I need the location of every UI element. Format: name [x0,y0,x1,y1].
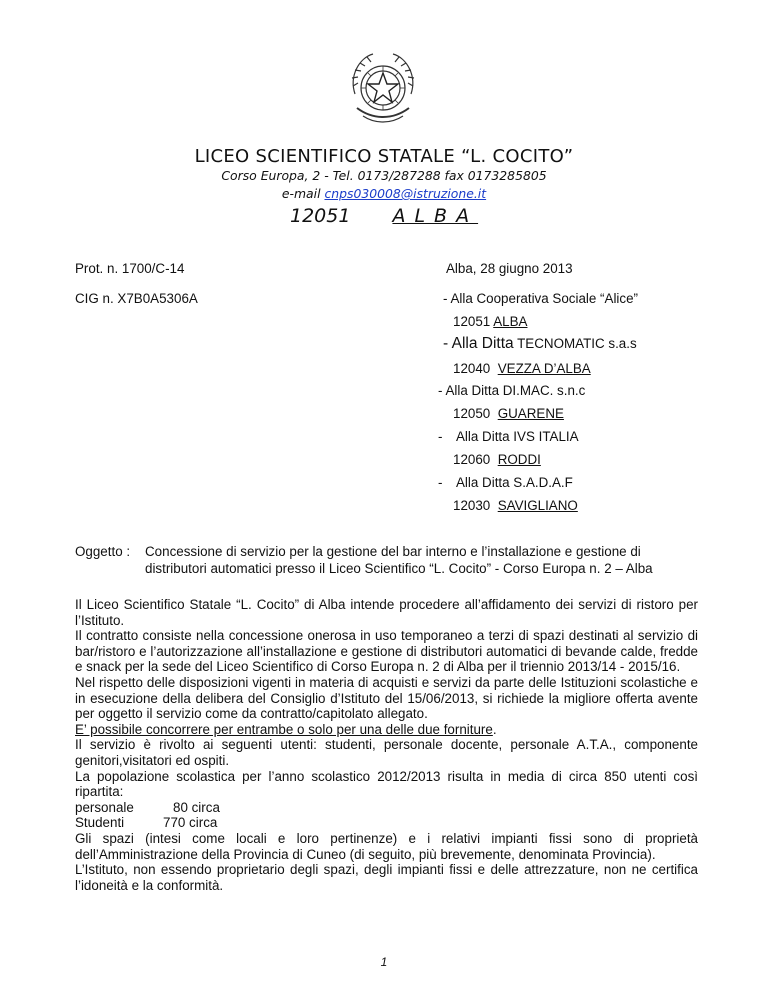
email-link[interactable]: cnps030008@istruzione.it [324,186,487,201]
recipient-address [453,361,591,376]
recipient-cap: 12030 [453,498,491,513]
recipient-name-rest: TECNOMATIC s.a.s [517,336,637,351]
recipient-address [453,406,564,421]
body-paragraph: Il contratto consiste nella concessione onerosa in uso temporaneo a terzi di spazi destinati al servizio di bar/ristoro e l’autorizzazione all’installazione e gestione di distributori automatici di bevande calde, fredde e snack per la sede del Liceo Scientifico di Corso Europa n. 2 di Alba per il triennio 2013/14 - 2015/16. [75,628,698,675]
recipient-address [453,314,527,329]
population-value: 80 circa [173,799,220,815]
population-row [75,800,698,816]
body-paragraph: Il Liceo Scientifico Statale “L. Cocito” di Alba intende procedere all’affidamento dei servizi di ristoro per l’Istituto. [75,597,698,628]
recipient-name: Alla Ditta S.A.D.A.F [456,475,573,490]
population-row [75,815,698,831]
page-number: 1 [380,955,388,969]
letter-date: Alba, 28 giugno 2013 [446,261,573,276]
protocol-number: Prot. n. 1700/C-14 [75,261,185,276]
body-paragraph: Nel rispetto delle disposizioni vigenti in materia di acquisti e servizi da parte delle Istituzioni scolastiche e in esecuzione della delibera del Consiglio d’Istituto del 15/06/2013, si richiede la migliore offerta avente per oggetto il servizio come da contratto/capitolato allegato. [75,674,698,722]
recipient-dash: - [438,475,443,490]
school-email-line [0,186,768,201]
school-cap-city [290,205,478,227]
school-city: ALBA [392,205,479,227]
subject-label: Oggetto : [75,544,131,559]
italian-republic-emblem-icon [343,46,423,131]
school-cap: 12051 [290,205,351,227]
body-paragraph: Gli spazi (intesi come locali e loro pertinenze) e i relativi impianti fissi sono di proprietà dell’Amministrazione della Provincia di Cuneo (di seguito, più brevemente, denominata Provincia). [75,830,698,862]
population-label: Studenti [75,815,125,831]
recipient-city: ALBA [493,314,528,329]
notice-end: . [492,721,497,737]
school-address: Corso Europa, 2 - Tel. 0173/287288 fax 0173285805 [221,168,547,183]
recipient-cap: 12060 [453,452,491,467]
recipient-address [453,498,578,513]
letter-body [75,597,698,893]
recipient-city: SAVIGLIANO [497,498,578,513]
cig-number: CIG n. X7B0A5306A [75,291,198,306]
population-label: personale [75,799,134,815]
recipient-cap: 12050 [453,406,491,421]
body-paragraph: Il servizio è rivolto ai seguenti utenti: studenti, personale docente, personale A.T.A., componente genitori,visitatori ed ospiti. [75,737,698,768]
population-value: 770 circa [163,815,218,831]
recipient-name: - Alla Ditta DI.MAC. s.n.c [438,383,586,398]
email-prefix: e-mail [281,186,321,201]
recipient-address [453,452,541,467]
underlined-notice: E’ possibile concorrere per entrambe o solo per una delle due forniture [75,721,493,737]
recipient-name: Alla Ditta IVS ITALIA [456,429,579,444]
recipient-city: VEZZA D’ALBA [497,361,591,376]
body-paragraph: L’Istituto, non essendo proprietario degli spazi, degli impianti fissi e delle attrezzature, non ne certifica l’idoneità e la conformità. [75,862,698,893]
recipient-cap: 12051 [453,314,491,329]
recipient-city: GUARENE [497,406,564,421]
subject-text: Concessione di servizio per la gestione del bar interno e l’installazione e gestione di distributori automatici presso il Liceo Scientifico “L. Cocito” - Corso Europa n. 2 – Alba [145,544,653,576]
school-name: LICEO SCIENTIFICO STATALE “L. COCITO” [194,146,574,167]
recipient-city: RODDI [497,452,541,467]
recipient-dash: - [438,429,443,444]
recipient-cap: 12040 [453,361,491,376]
body-paragraph: La popolazione scolastica per l’anno scolastico 2012/2013 risulta in media di circa 850 utenti così ripartita: [75,768,698,800]
recipient-name-prefix: - Alla Ditta [443,335,514,352]
recipient-name: - Alla Cooperativa Sociale “Alice” [443,291,638,306]
body-paragraph-underlined [75,722,698,738]
recipient-name [443,335,637,353]
